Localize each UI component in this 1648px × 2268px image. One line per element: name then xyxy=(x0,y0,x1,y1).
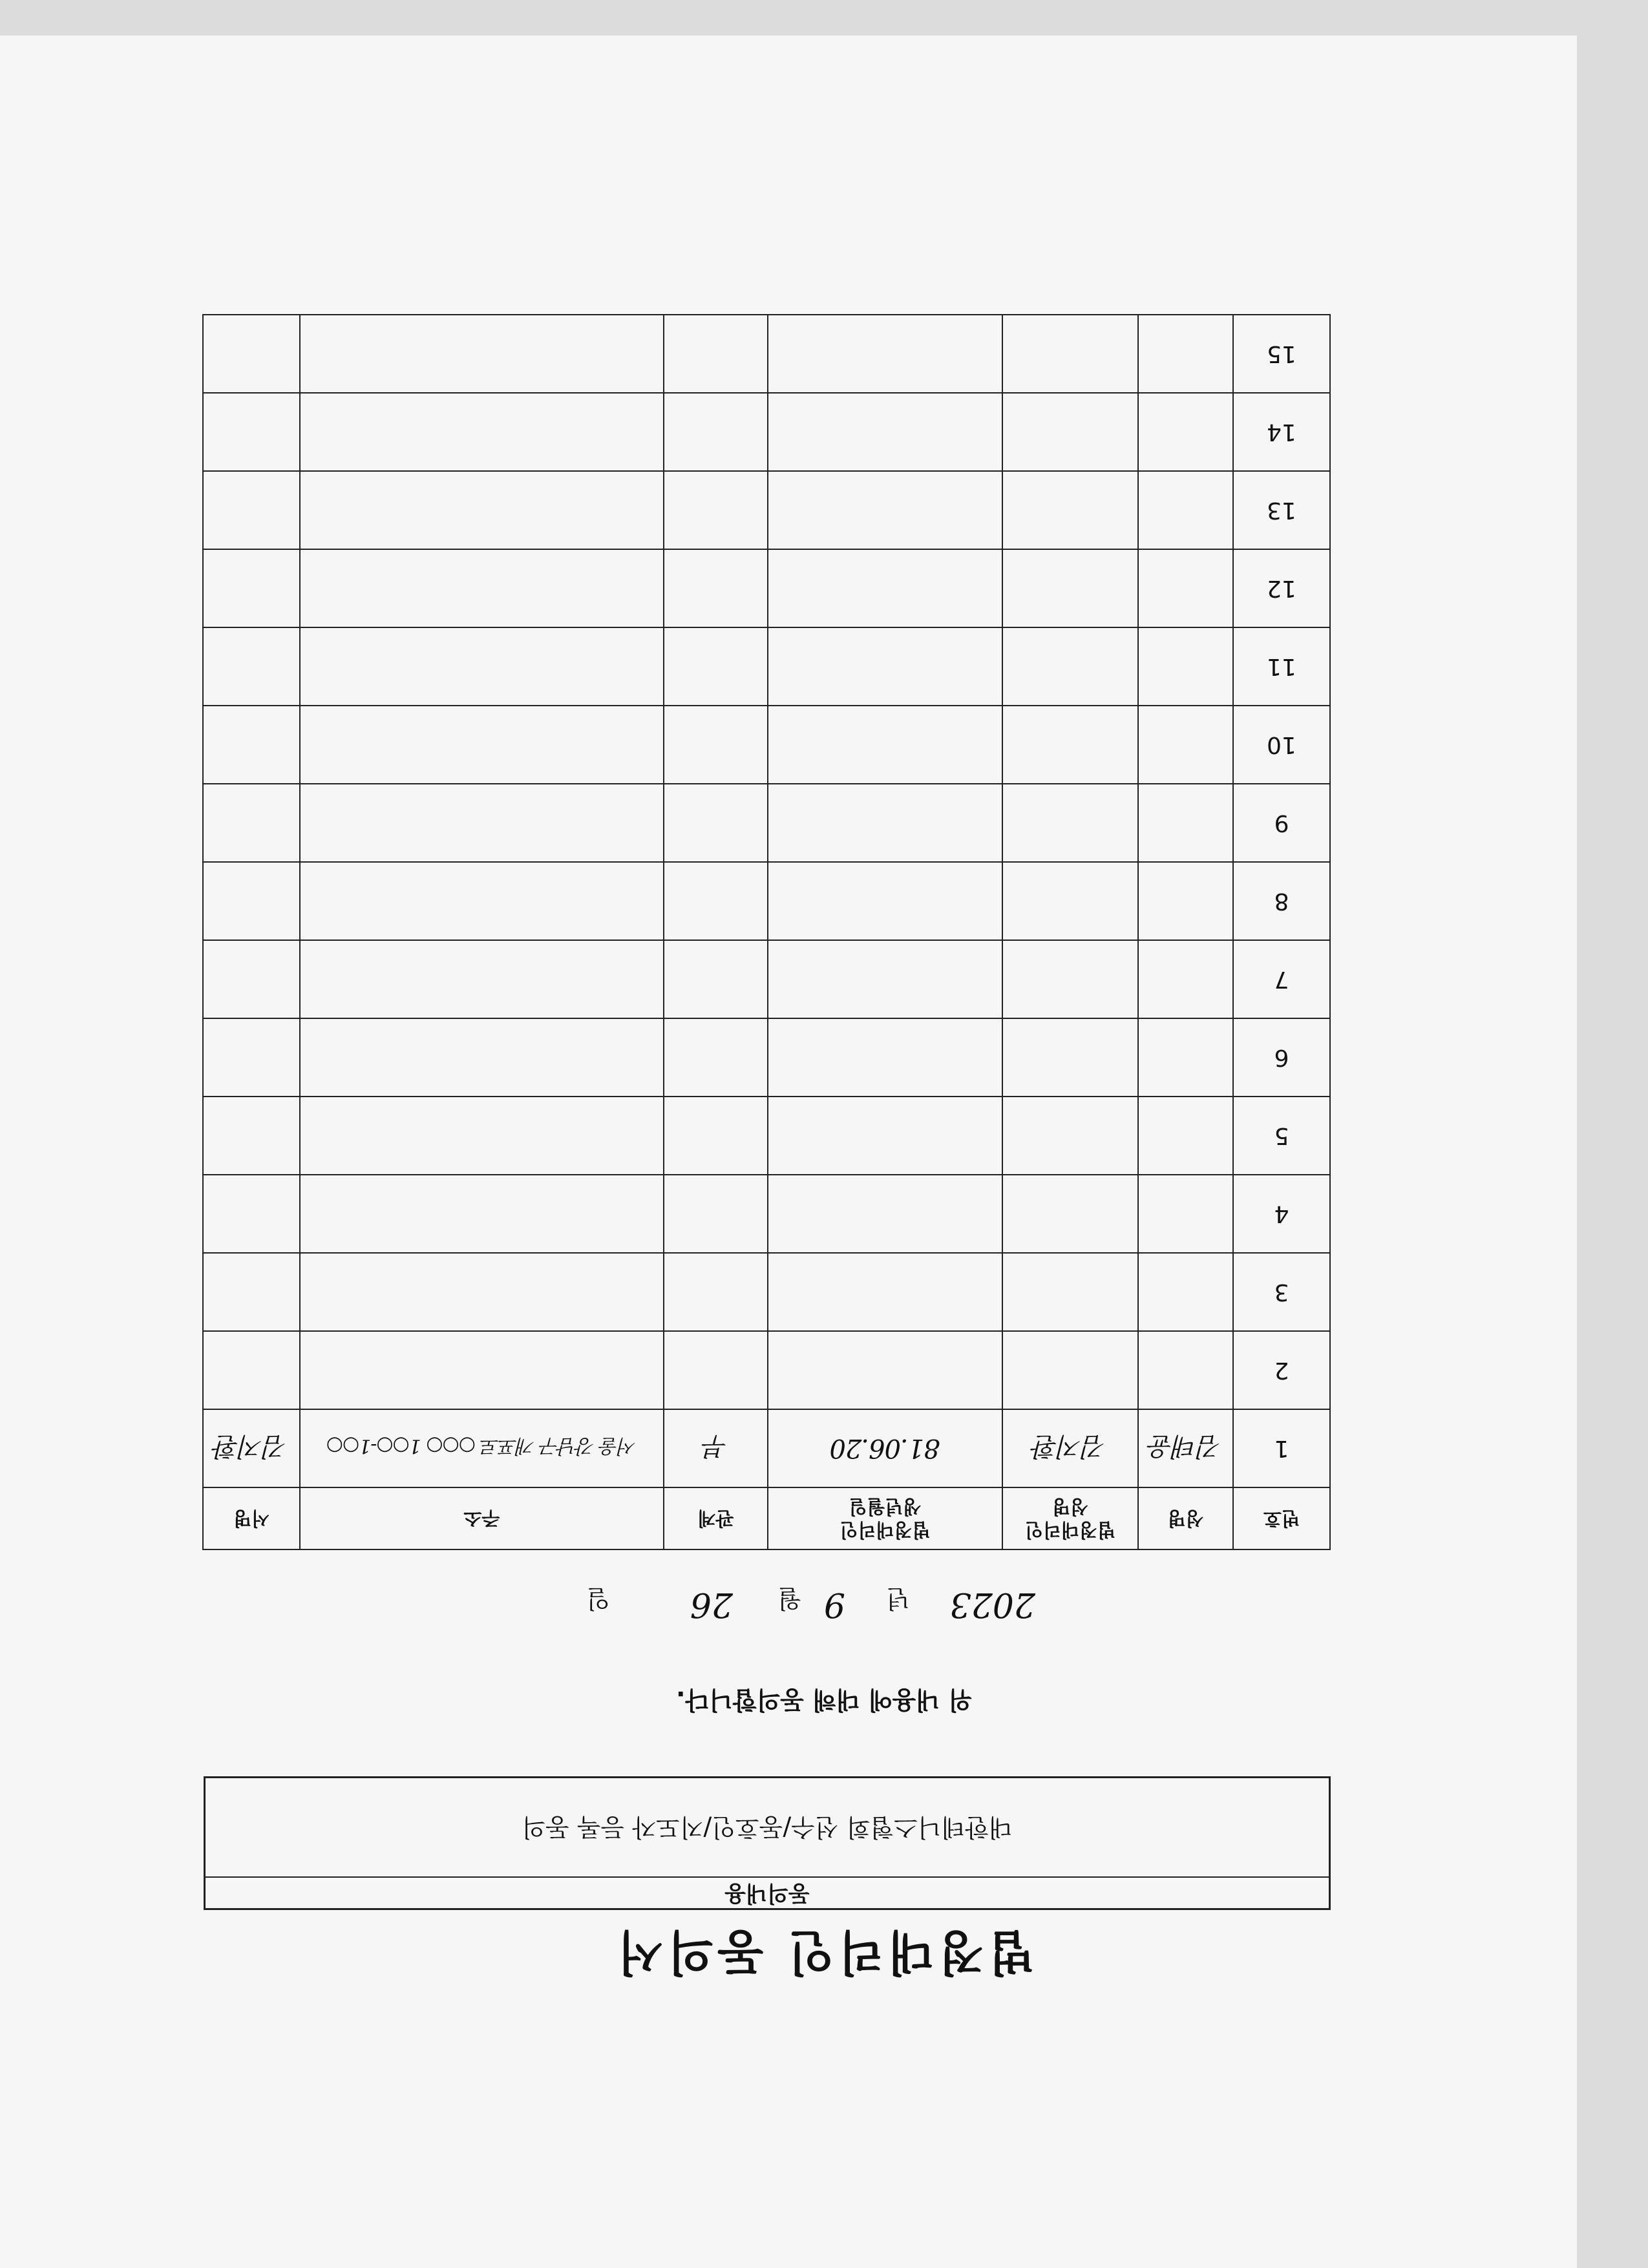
cell-guardian-birth xyxy=(768,1097,1002,1175)
table-row xyxy=(203,315,1330,393)
header-no: 번호 xyxy=(1233,1487,1330,1549)
cell-name xyxy=(1138,471,1233,549)
cell-address xyxy=(300,784,664,862)
cell-guardian-name xyxy=(1002,627,1138,706)
cell-guardian-name xyxy=(1002,1018,1138,1097)
cell-name xyxy=(1138,393,1233,471)
cell-name xyxy=(1138,1175,1233,1253)
cell-guardian-name xyxy=(1002,549,1138,627)
cell-relation xyxy=(664,393,768,471)
cell-name xyxy=(1138,315,1233,393)
cell-relation xyxy=(664,1253,768,1331)
header-address: 주소 xyxy=(300,1487,664,1549)
cell-no: 9 xyxy=(1233,784,1330,862)
cell-signature xyxy=(203,471,300,549)
document-title: 법정대리인 동의서 xyxy=(613,1924,1035,1980)
cell-guardian-birth xyxy=(768,393,1002,471)
cell-signature xyxy=(203,1097,300,1175)
cell-no: 15 xyxy=(1233,315,1330,393)
cell-relation xyxy=(664,706,768,784)
cell-address xyxy=(300,471,664,549)
cell-signature xyxy=(203,1331,300,1409)
cell-signature xyxy=(203,940,300,1018)
cell-signature xyxy=(203,706,300,784)
cell-address xyxy=(300,706,664,784)
cell-name xyxy=(1138,1253,1233,1331)
cell-signature xyxy=(203,1253,300,1331)
cell-no: 6 xyxy=(1233,1018,1330,1097)
cell-guardian-name xyxy=(1002,784,1138,862)
cell-relation xyxy=(664,940,768,1018)
cell-guardian-name xyxy=(1002,393,1138,471)
table-row xyxy=(203,1018,1330,1097)
cell-relation xyxy=(664,1175,768,1253)
signature-date xyxy=(0,1580,1648,1625)
cell-relation xyxy=(664,1018,768,1097)
cell-guardian-birth xyxy=(768,549,1002,627)
cell-name xyxy=(1138,706,1233,784)
date-year-unit: 년 xyxy=(886,1584,910,1613)
cell-no: 5 xyxy=(1233,1097,1330,1175)
cell-address xyxy=(300,393,664,471)
cell-address xyxy=(300,940,664,1018)
cell-relation: 부 xyxy=(664,1409,768,1487)
cell-no: 13 xyxy=(1233,471,1330,549)
cell-guardian-birth xyxy=(768,315,1002,393)
consent-header: 동의내용 xyxy=(206,1876,1329,1908)
cell-guardian-birth xyxy=(768,1175,1002,1253)
cell-guardian-name xyxy=(1002,471,1138,549)
cell-address xyxy=(300,1331,664,1409)
cell-guardian-name xyxy=(1002,940,1138,1018)
cell-signature xyxy=(203,393,300,471)
cell-no: 2 xyxy=(1233,1331,1330,1409)
table-row xyxy=(203,1175,1330,1253)
table-header-row xyxy=(203,1487,1330,1549)
cell-address xyxy=(300,315,664,393)
cell-address xyxy=(300,627,664,706)
cell-signature xyxy=(203,784,300,862)
cell-name xyxy=(1138,940,1233,1018)
header-guardian-birth: 법정대리인 생년월일 xyxy=(768,1487,1002,1549)
table-row xyxy=(203,1331,1330,1409)
consent-text: 대한테니스협회 선수/동호인/지도자 등록 동의 xyxy=(522,1813,1013,1842)
cell-name: 김태윤 xyxy=(1138,1409,1233,1487)
cell-name xyxy=(1138,1097,1233,1175)
date-day: 26 xyxy=(690,1585,733,1624)
header-relation: 관계 xyxy=(664,1487,768,1549)
cell-relation xyxy=(664,549,768,627)
cell-address xyxy=(300,1175,664,1253)
table-row xyxy=(203,627,1330,706)
table-row xyxy=(203,1253,1330,1331)
cell-address: 서울 강남구 개포로 ○○○ 1○○-1○○ xyxy=(300,1409,664,1487)
cell-address xyxy=(300,1253,664,1331)
cell-address xyxy=(300,1018,664,1097)
table-row xyxy=(203,862,1330,940)
cell-name xyxy=(1138,1018,1233,1097)
cell-guardian-birth xyxy=(768,627,1002,706)
cell-signature xyxy=(203,315,300,393)
cell-name xyxy=(1138,862,1233,940)
cell-no: 1 xyxy=(1233,1409,1330,1487)
cell-guardian-name xyxy=(1002,1097,1138,1175)
cell-no: 4 xyxy=(1233,1175,1330,1253)
consent-box xyxy=(204,1776,1331,1910)
cell-guardian-birth xyxy=(768,1018,1002,1097)
table-row xyxy=(203,1409,1330,1487)
cell-no: 10 xyxy=(1233,706,1330,784)
table-row xyxy=(203,393,1330,471)
cell-guardian-birth: 81.06.20 xyxy=(768,1409,1002,1487)
cell-relation xyxy=(664,784,768,862)
cell-no: 3 xyxy=(1233,1253,1330,1331)
cell-signature xyxy=(203,549,300,627)
cell-signature: 김지환 xyxy=(203,1409,300,1487)
cell-guardian-birth xyxy=(768,471,1002,549)
cell-address xyxy=(300,862,664,940)
date-day-unit: 일 xyxy=(586,1584,610,1613)
cell-relation xyxy=(664,471,768,549)
table-row xyxy=(203,940,1330,1018)
table-row xyxy=(203,1097,1330,1175)
table-row xyxy=(203,706,1330,784)
cell-name xyxy=(1138,627,1233,706)
cell-guardian-birth xyxy=(768,940,1002,1018)
cell-guardian-name xyxy=(1002,1253,1138,1331)
cell-signature xyxy=(203,1018,300,1097)
cell-guardian-name xyxy=(1002,1175,1138,1253)
cell-no: 12 xyxy=(1233,549,1330,627)
table-row xyxy=(203,471,1330,549)
cell-no: 7 xyxy=(1233,940,1330,1018)
date-month: 9 xyxy=(823,1585,845,1624)
cell-relation xyxy=(664,315,768,393)
cell-relation xyxy=(664,1331,768,1409)
table-row xyxy=(203,549,1330,627)
guardian-table xyxy=(202,314,1331,1550)
cell-guardian-name: 김지환 xyxy=(1002,1409,1138,1487)
cell-address xyxy=(300,549,664,627)
cell-guardian-birth xyxy=(768,1253,1002,1331)
cell-relation xyxy=(664,1097,768,1175)
cell-guardian-name xyxy=(1002,1331,1138,1409)
cell-guardian-name xyxy=(1002,862,1138,940)
table-row xyxy=(203,784,1330,862)
cell-relation xyxy=(664,862,768,940)
cell-no: 14 xyxy=(1233,393,1330,471)
cell-name xyxy=(1138,1331,1233,1409)
cell-name xyxy=(1138,784,1233,862)
cell-guardian-name xyxy=(1002,315,1138,393)
cell-guardian-birth xyxy=(768,862,1002,940)
cell-guardian-birth xyxy=(768,1331,1002,1409)
cell-relation xyxy=(664,627,768,706)
agree-statement: 위 내용에 대해 동의합니다. xyxy=(676,1686,972,1714)
cell-signature xyxy=(203,1175,300,1253)
cell-guardian-birth xyxy=(768,706,1002,784)
header-guardian-name: 법정대리인 성명 xyxy=(1002,1487,1138,1549)
header-signature: 서명 xyxy=(203,1487,300,1549)
cell-signature xyxy=(203,627,300,706)
header-name: 성명 xyxy=(1138,1487,1233,1549)
cell-address xyxy=(300,1097,664,1175)
cell-name xyxy=(1138,549,1233,627)
cell-guardian-birth xyxy=(768,784,1002,862)
cell-signature xyxy=(203,862,300,940)
cell-no: 11 xyxy=(1233,627,1330,706)
date-month-unit: 월 xyxy=(777,1584,801,1613)
cell-guardian-name xyxy=(1002,706,1138,784)
date-year: 2023 xyxy=(949,1585,1035,1624)
cell-no: 8 xyxy=(1233,862,1330,940)
